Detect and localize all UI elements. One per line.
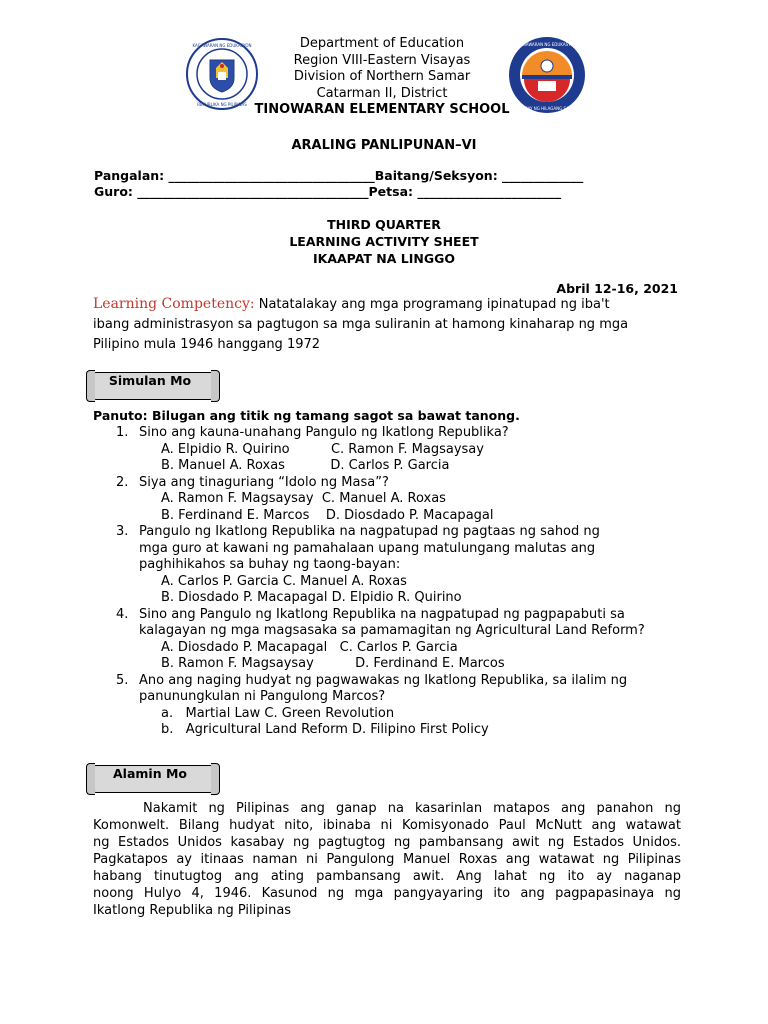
competency-text-3: Pilipino mula 1946 hanggang 1972 xyxy=(93,337,321,352)
question-list xyxy=(116,425,696,739)
question-text: Pangulo ng Ikatlong Republika na nagpatupad ng pagtaas ng sahod ng xyxy=(139,524,600,539)
alamin-mo-banner xyxy=(84,761,216,795)
question-item xyxy=(116,607,696,673)
paragraph-line: Nakamit ng Pilipinas ang ganap na kasarinlan matapos ang panahon ng xyxy=(143,801,681,816)
paragraph-line: noong Hulyo 4, 1946. Kasunod ng mga pangyayaring ito ang pagpapasinaya ng xyxy=(93,886,681,901)
competency-text-2: ibang administrasyon sa pagtugon sa mga suliranin at hamong kinaharap ng mga xyxy=(93,317,629,332)
question-text: panunungkulan ni Pangulong Marcos? xyxy=(139,689,386,704)
paragraph-line: ng Estados Unidos kasabay ng pagtugtog ng pambansang awit ng Estados Unidos. xyxy=(93,835,681,850)
paragraph-line: habang tinutugtog ang ating pambansang awit. Ang lahat ng ito ay naganap xyxy=(93,869,681,884)
title-las: LEARNING ACTIVITY SHEET xyxy=(289,234,479,249)
header-line-region: Region VIII-Eastern Visayas xyxy=(293,52,471,68)
alamin-paragraph xyxy=(93,800,681,919)
date-label: Abril 12-16, 2021 xyxy=(556,281,678,296)
answer-choices: A. Diosdado P. Macapagal C. Carlos P. Garcia xyxy=(161,639,458,655)
question-number: 5. xyxy=(116,672,129,688)
answer-choices: b. Agricultural Land Reform D. Filipino First Policy xyxy=(161,722,489,737)
school-name: TINOWARAN ELEMENTARY SCHOOL xyxy=(254,102,510,117)
answer-choices: B. Manuel A. Roxas D. Carlos P. Garcia xyxy=(161,458,450,473)
answer-choices: A. Carlos P. Garcia C. Manuel A. Roxas xyxy=(161,573,407,589)
question-text: kalagayan ng mga magsasaka sa pamamagitan ng Agricultural Land Reform? xyxy=(139,623,645,638)
question-item xyxy=(116,673,696,739)
form-line-teacher-date: Guro: _____________________________________Petsa: _______________________ xyxy=(94,184,562,199)
title-quarter: THIRD QUARTER xyxy=(327,217,441,232)
svg-text:KAGAWARAN NG EDUKASYON: KAGAWARAN NG EDUKASYON xyxy=(517,42,577,47)
paragraph-line: Komonwelt. Bilang hudyat nito, ibinaba ni Komisyonado Paul McNutt ang watawat xyxy=(93,818,681,833)
question-number: 4. xyxy=(116,606,129,622)
header-line-district: Catarman II, District xyxy=(316,85,448,101)
header-block xyxy=(250,36,514,119)
alamin-mo-label: Alamin Mo xyxy=(113,766,187,781)
simulan-mo-label: Simulan Mo xyxy=(108,373,192,388)
simulan-mo-banner xyxy=(84,368,216,402)
deped-seal-logo xyxy=(186,38,258,110)
instruction: Panuto: Bilugan ang titik ng tamang sagot sa bawat tanong. xyxy=(93,408,520,423)
competency-label: Learning Competency: xyxy=(93,296,255,312)
learning-competency xyxy=(93,296,693,353)
question-item xyxy=(116,475,696,525)
question-text: paghihikahos sa buhay ng taong-bayan: xyxy=(139,557,401,572)
paragraph-line: Ikatlong Republika ng Pilipinas xyxy=(93,903,292,918)
paragraph-line: Pagkatapos ay itinaas naman ni Pangulong Manuel Roxas ang watawat ng Pilipinas xyxy=(93,852,681,867)
title-week: IKAAPAT NA LINGGO xyxy=(313,251,455,266)
answer-choices: B. Ferdinand E. Marcos D. Diosdado P. Macapagal xyxy=(161,507,494,523)
division-seal-logo xyxy=(508,36,586,114)
question-number: 2. xyxy=(116,474,129,490)
svg-text:KAGAWARAN NG EDUKASYON: KAGAWARAN NG EDUKASYON xyxy=(192,43,252,48)
question-text: Sino ang kauna-unahang Pangulo ng Ikatlong Republika? xyxy=(139,425,509,440)
competency-text-1: Natatalakay ang mga programang ipinatupad ng iba't xyxy=(254,297,610,312)
form-line-name-grade: Pangalan: _________________________________Baitang/Seksyon: _____________ xyxy=(94,168,584,183)
answer-choices: B. Diosdado P. Macapagal D. Elpidio R. Quirino xyxy=(161,590,462,605)
answer-choices: B. Ramon F. Magsaysay D. Ferdinand E. Marcos xyxy=(161,656,505,671)
question-number: 3. xyxy=(116,524,129,539)
answer-choices: A. Elpidio R. Quirino C. Ramon F. Magsaysay xyxy=(161,441,484,457)
question-text: Siya ang tinaguriang “Idolo ng Masa”? xyxy=(139,474,389,490)
question-text: Sino ang Pangulo ng Ikatlong Republika na nagpatupad ng pagpapabuti sa xyxy=(139,606,625,622)
question-number: 1. xyxy=(116,425,129,440)
svg-text:SANGAY NG HILAGANG SAMAR: SANGAY NG HILAGANG SAMAR xyxy=(516,106,578,111)
question-item xyxy=(116,524,696,607)
subject-title: ARALING PANLIPUNAN–VI xyxy=(291,138,477,153)
question-text: mga guro at kawani ng pamahalaan upang matulungang malutas ang xyxy=(139,540,596,556)
sheet-title xyxy=(0,216,768,267)
question-item xyxy=(116,425,696,475)
header-line-department: Department of Education xyxy=(299,36,465,51)
answer-choices: A. Ramon F. Magsaysay C. Manuel A. Roxas xyxy=(161,491,446,506)
question-text: Ano ang naging hudyat ng pagwawakas ng Ikatlong Republika, sa ilalim ng xyxy=(139,672,628,688)
header-line-division: Division of Northern Samar xyxy=(293,69,471,84)
answer-choices: a. Martial Law C. Green Revolution xyxy=(161,705,395,721)
svg-text:REPUBLIKA NG PILIPINAS: REPUBLIKA NG PILIPINAS xyxy=(197,102,247,107)
